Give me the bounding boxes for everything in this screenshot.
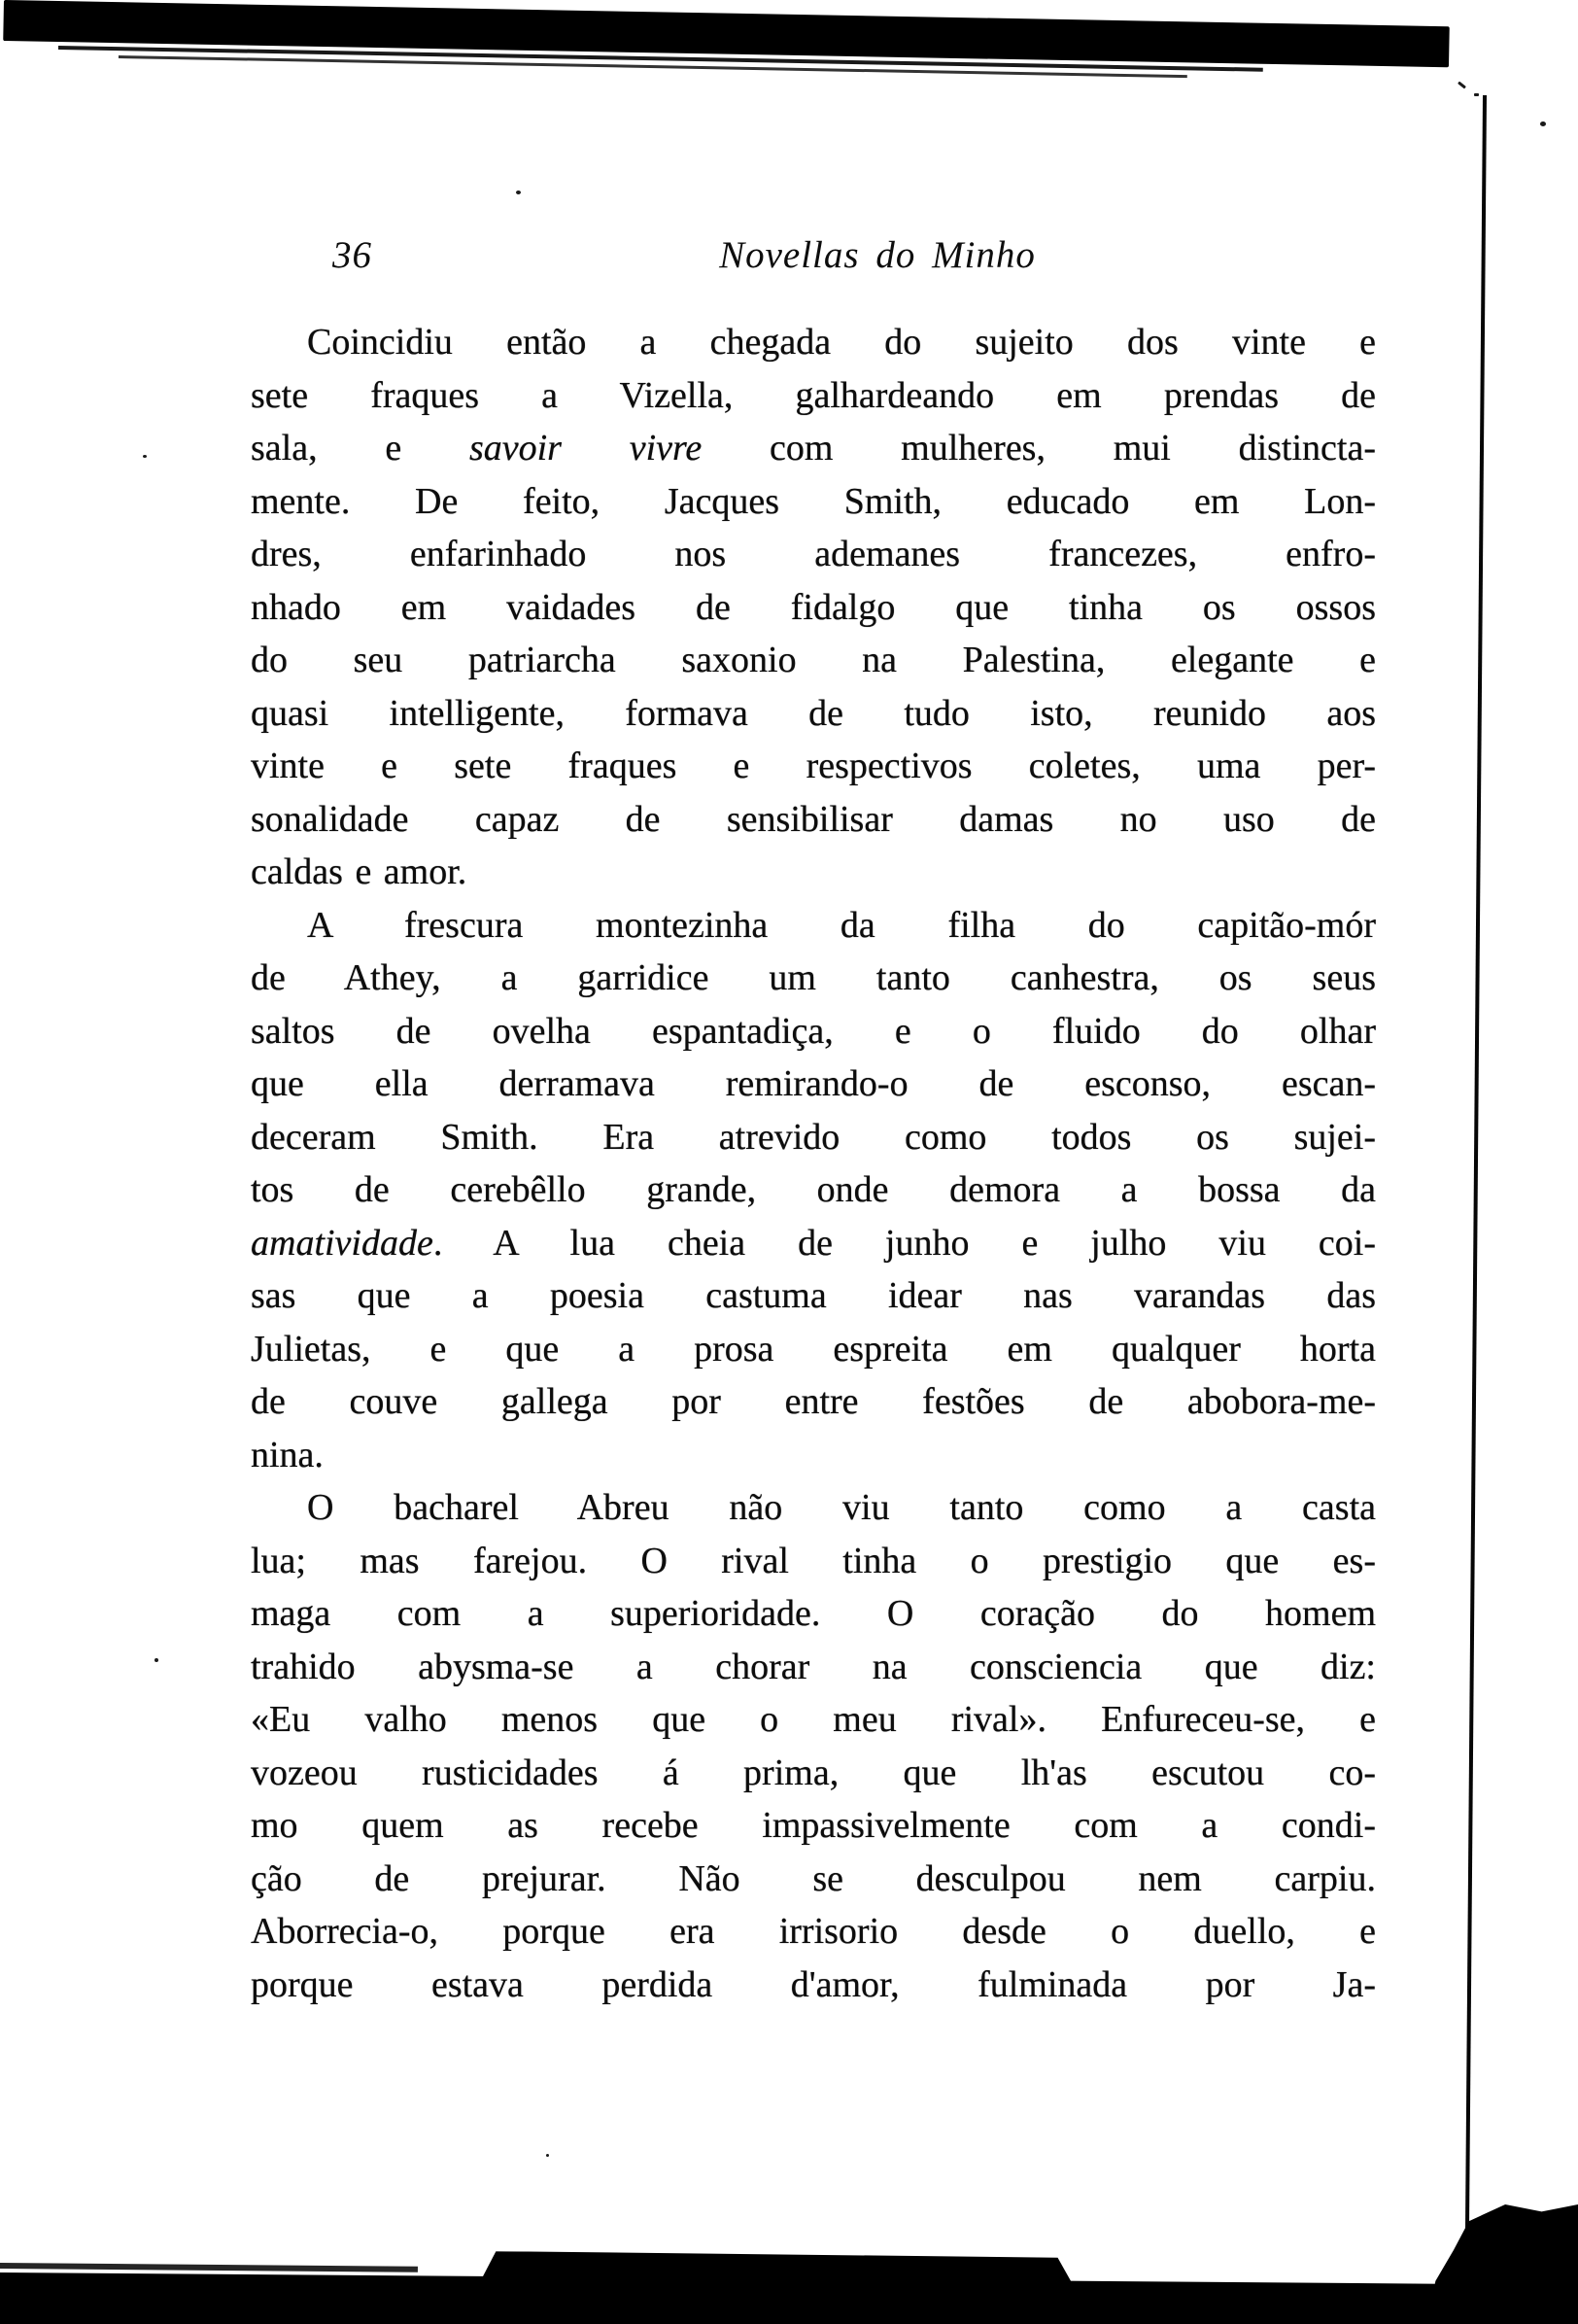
line-text: que ella derramava remirando-o de esconso, escan- [251,1063,1376,1104]
text-line [251,740,1376,793]
text-line [251,1111,1376,1164]
line-text: saltos de ovelha espantadiça, e o fluido do olhar [251,1010,1376,1052]
paragraph [251,1481,1376,2011]
line-text: mo quem as recebe impassivelmente com a condi- [251,1805,1376,1846]
line-text: O bacharel Abreu não viu tanto como a casta [307,1487,1376,1528]
running-header [251,233,1376,292]
line-text: sete fraques a Vizella, galhardeando em prendas de [251,374,1376,416]
ink-speck [1474,93,1479,96]
line-text: sas que a poesia castuma idear nas varandas das [251,1275,1376,1316]
line-text: quasi intelligente, formava de tudo isto, reunido aos [251,692,1376,734]
paragraph [251,316,1376,899]
line-text: caldas e amor. [251,851,467,892]
line-text: Julietas, e que a prosa espreita em qualquer horta [251,1328,1376,1370]
line-text: com mulheres, mui distincta- [702,428,1376,468]
text-line [251,1693,1376,1747]
line-text: ção de prejurar. Não se desculpou nem carpiu. [251,1857,1376,1899]
line-text: Aborrecia-o, porque era irrisorio desde o duello, e [251,1911,1376,1952]
text-line [251,1959,1376,2012]
text-line [251,1905,1376,1959]
line-text: lua; mas farejou. O rival tinha o prestigio que es- [251,1540,1376,1581]
text-line [251,1853,1376,1906]
line-text: Coincidiu então a chegada do sujeito dos vinte e [307,322,1376,363]
text-line [251,846,1376,899]
text-line [251,1163,1376,1217]
line-text: tos de cerebêllo grande, onde demora a bossa da [251,1169,1376,1210]
line-text: nhado em vaidades de fidalgo que tinha os ossos [251,586,1376,628]
text-line [251,1058,1376,1111]
line-text: do seu patriarcha saxonio na Palestina, elegante e [251,640,1376,680]
text-line [251,422,1376,475]
ink-speck [143,455,147,458]
scan-bottom-shadow [478,2251,1076,2289]
text-line [251,634,1376,687]
text-line [251,1217,1376,1270]
page-margin-rule [1465,95,1487,2241]
line-text: nina. [251,1434,324,1475]
scan-bottom-streak [0,2263,418,2272]
text-line [251,1641,1376,1694]
line-text: trahido abysma-se a chorar na consciencia que diz: [251,1646,1376,1687]
paragraph [251,899,1376,1482]
text-line [251,369,1376,423]
running-header-title: Novellas do Minho [719,234,1036,276]
ink-speck [1540,121,1546,126]
text-line [251,475,1376,529]
text-line [251,1323,1376,1376]
ink-speck [154,1658,158,1662]
text-line [251,1005,1376,1058]
text-line [251,1375,1376,1429]
line-text: «Eu valho menos que o meu rival». Enfureceu-se, e [251,1699,1376,1740]
text-line [251,1799,1376,1853]
line-text: deceram Smith. Era atrevido como todos os sujei- [251,1116,1376,1158]
ink-speck [1458,82,1466,89]
text-line [251,316,1376,369]
scan-corner-blob [1426,2204,1578,2324]
line-text-italic: amatividade [251,1222,433,1264]
text-line [251,687,1376,741]
line-text: porque estava perdida d'amor, fulminada por Ja- [251,1963,1376,2005]
text-line [251,1535,1376,1588]
line-text: vozeou rusticidades á prima, que lh'as escutou co- [251,1752,1376,1793]
line-text: mente. De feito, Jacques Smith, educado em Lon- [251,480,1376,522]
ink-speck [546,2154,549,2157]
text-line [251,528,1376,581]
text-line [251,581,1376,635]
line-text: dres, enfarinhado nos ademanes francezes, enfro- [251,534,1376,574]
text-line [251,1481,1376,1535]
text-line [251,1587,1376,1641]
body-text [251,316,1376,2011]
text-line [251,1269,1376,1323]
line-text-italic: savoir vivre [468,428,703,468]
text-line [251,793,1376,847]
text-line [251,1747,1376,1800]
line-text: vinte e sete fraques e respectivos coletes, uma per- [251,746,1376,786]
line-text: de Athey, a garridice um tanto canhestra, os seus [251,957,1376,998]
line-text: A frescura montezinha da filha do capitão-mór [307,904,1376,946]
line-text: sala, e [251,428,469,468]
line-text: sonalidade capaz de sensibilisar damas no uso de [251,798,1376,840]
ink-speck [516,191,521,194]
text-line [251,952,1376,1005]
line-text: de couve gallega por entre festões de abobora-me- [251,1381,1376,1422]
page-number: 36 [332,234,372,276]
line-text: maga com a superioridade. O coração do homem [251,1593,1376,1634]
line-text: . A lua cheia de junho e julho viu coi- [432,1222,1376,1264]
text-line [251,1429,1376,1482]
text-line [251,899,1376,953]
